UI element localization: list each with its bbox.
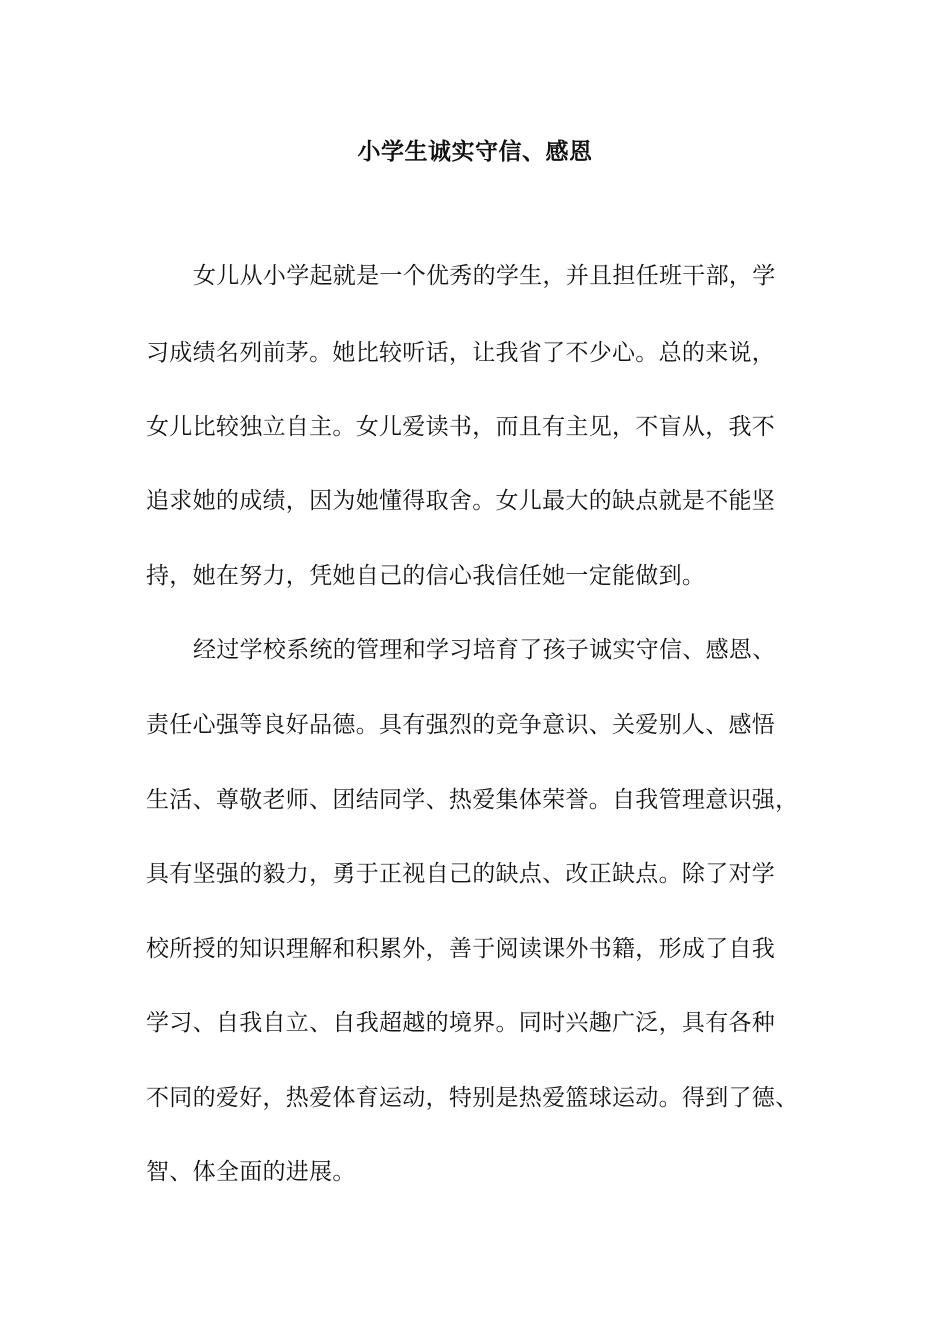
paragraph-1-line-4: 追求她的成绩，因为她懂得取舍。女儿最大的缺点就是不能坚 xyxy=(146,488,776,514)
paragraph-2-line-5: 校所授的知识理解和积累外，善于阅读课外书籍，形成了自我 xyxy=(146,936,776,962)
paragraph-1-line-2: 习成绩名列前茅。她比较听话，让我省了不少心。总的来说， xyxy=(146,340,776,366)
paragraph-2-line-7: 不同的爱好，热爱体育运动，特别是热爱篮球运动。得到了德、 xyxy=(146,1085,799,1111)
paragraph-1-line-3: 女儿比较独立自主。女儿爱读书，而且有主见，不盲从，我不 xyxy=(146,414,776,440)
paragraph-2-line-6: 学习、自我自立、自我超越的境界。同时兴趣广泛，具有各种 xyxy=(146,1010,776,1036)
paragraph-2-line-1: 经过学校系统的管理和学习培育了孩子诚实守信、感恩、 xyxy=(193,637,776,663)
paragraph-1-line-5: 持，她在努力，凭她自己的信心我信任她一定能做到。 xyxy=(146,563,706,589)
paragraph-2-line-2: 责任心强等良好品德。具有强烈的竞争意识、关爱别人、感悟 xyxy=(146,712,776,738)
paragraph-2-line-8: 智、体全面的进展。 xyxy=(146,1159,356,1185)
paragraph-1-line-1: 女儿从小学起就是一个优秀的学生，并且担任班干部，学 xyxy=(193,263,776,289)
page-title: 小学生诚实守信、感恩 xyxy=(357,138,593,165)
paragraph-2-line-4: 具有坚强的毅力，勇于正视自己的缺点、改正缺点。除了对学 xyxy=(146,861,776,887)
paragraph-2-line-3: 生活、尊敬老师、团结同学、热爱集体荣誉。自我管理意识强， xyxy=(146,787,799,813)
